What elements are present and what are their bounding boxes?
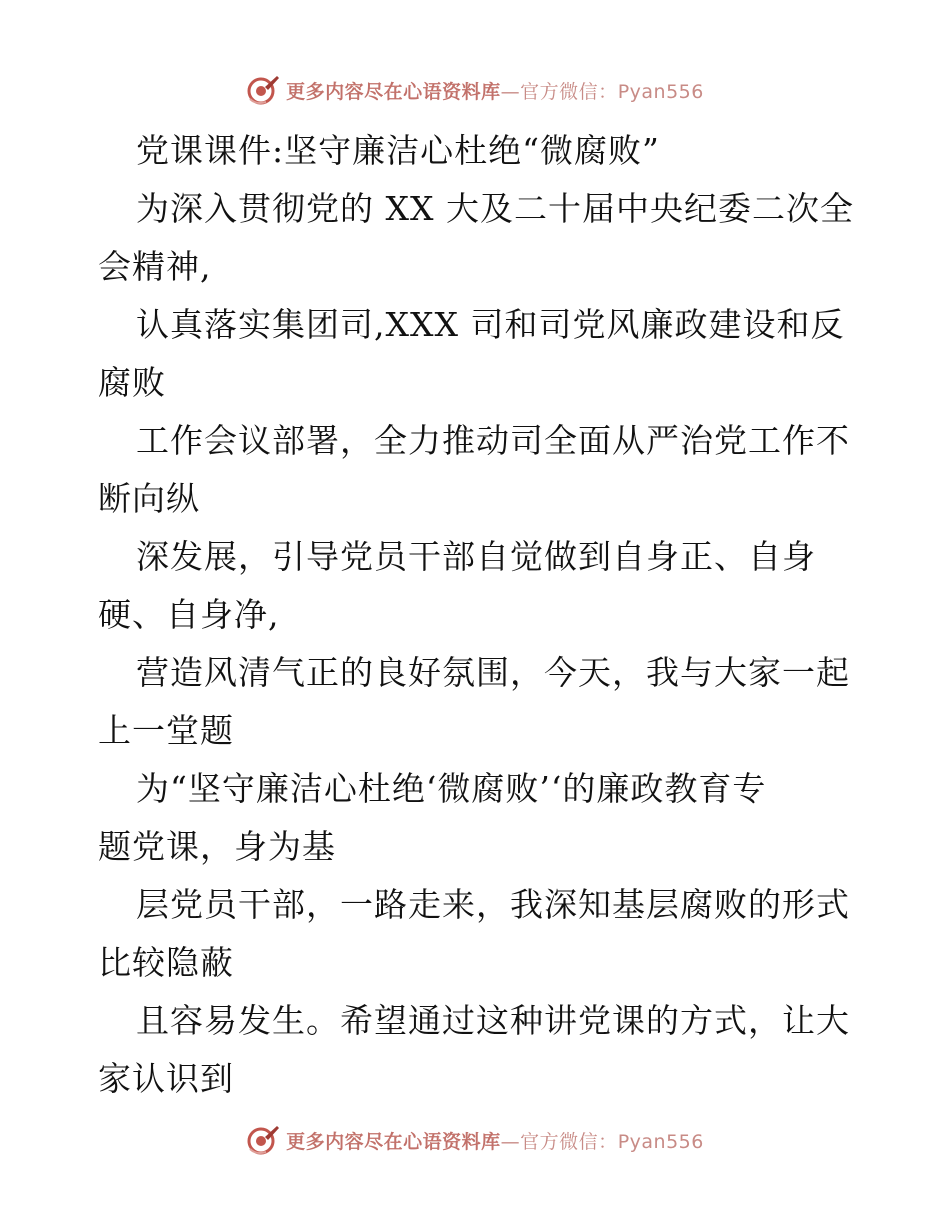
header-banner: [0, 70, 950, 110]
banner-main-text: 更多内容尽在心语资料库: [286, 1130, 501, 1153]
document-line: 深发展，引导党员干部自觉做到自身正、自身: [136, 537, 816, 576]
document-line: 断向纵: [98, 479, 200, 518]
document-body: [98, 122, 858, 1108]
banner-wechat-id: Pyan556: [617, 80, 704, 103]
banner-text: [286, 77, 704, 104]
document-line: 党课课件:坚守廉洁心杜绝“微腐败”: [136, 131, 660, 170]
banner-wechat-label: 官方微信：: [520, 80, 618, 103]
document-line: 腐败: [98, 363, 166, 402]
document-line: 认真落实集团司,XXX 司和司党风廉政建设和反: [136, 305, 845, 344]
banner-dash: —: [500, 80, 521, 103]
document-line: 层党员干部，一路走来，我深知基层腐败的形式: [136, 885, 850, 924]
banner-main-text: 更多内容尽在心语资料库: [286, 80, 501, 103]
banner-text: [286, 1127, 704, 1154]
document-line: 为深入贯彻党的 XX 大及二十届中央纪委二次全: [136, 189, 854, 228]
document-line: 为“坚守廉洁心杜绝‘微腐败’‘的廉政教育专: [136, 769, 767, 808]
document-line: 比较隐蔽: [98, 943, 234, 982]
document-line: 题党课，身为基: [98, 827, 336, 866]
document-line: 家认识到: [98, 1059, 234, 1098]
banner-dash: —: [500, 1130, 521, 1153]
document-line: 硬、自身净,: [98, 595, 280, 634]
document-line: 且容易发生。希望通过这种讲党课的方式，让大: [136, 1001, 850, 1040]
document-line: 会精神,: [98, 247, 212, 286]
document-line: 工作会议部署，全力推动司全面从严治党工作不: [136, 421, 850, 460]
banner-wechat-id: Pyan556: [617, 1130, 704, 1153]
document-line: 营造风清气正的良好氛围，今天，我与大家一起: [136, 653, 850, 692]
pen-swirl-logo-icon: [246, 73, 280, 107]
banner-wechat-label: 官方微信：: [520, 1130, 618, 1153]
pen-swirl-logo-icon: [246, 1123, 280, 1157]
footer-banner: [0, 1120, 950, 1160]
document-line: 上一堂题: [98, 711, 234, 750]
